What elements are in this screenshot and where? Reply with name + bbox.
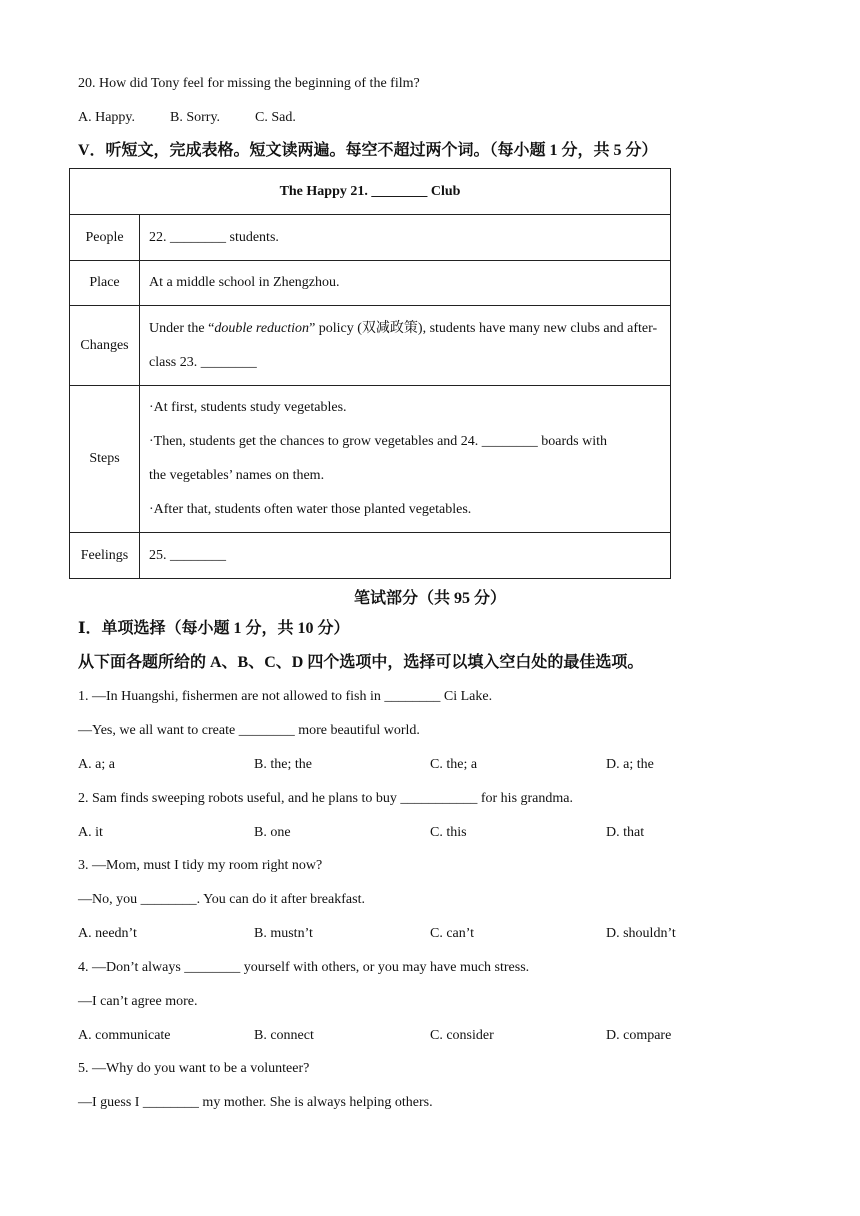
option-d: D. a; the	[606, 757, 654, 772]
row-label: Steps	[70, 386, 140, 533]
section-5-heading: V．听短文，完成表格。短文读两遍。每空不超过两个词。（每小题 1 分，共 5 分）	[78, 142, 658, 159]
question-4-line-1: 4. —Don’t always ________ yourself with others, or you may have much stress.	[78, 960, 530, 975]
row-content: Under the “double reduction” policy (双减政策), students have many new clubs and after-class 23. ________	[140, 306, 671, 386]
option-d: D. compare	[606, 1028, 672, 1043]
table-title-row	[70, 169, 671, 215]
option-b: B. the; the	[254, 757, 312, 772]
option-c: C. Sad.	[255, 110, 296, 125]
table-row	[70, 306, 671, 386]
listening-table	[69, 168, 671, 579]
option-b: B. connect	[254, 1028, 314, 1043]
question-20-text: 20. How did Tony feel for missing the beginning of the film?	[78, 76, 420, 91]
question-5-line-1: 5. —Why do you want to be a volunteer?	[78, 1061, 310, 1076]
row-content: At a middle school in Zhengzhou.	[140, 261, 671, 306]
option-a: A. needn’t	[78, 926, 137, 941]
question-2-options	[78, 824, 778, 842]
row-label: People	[70, 215, 140, 261]
option-d: D. shouldn’t	[606, 926, 676, 941]
option-b: B. one	[254, 825, 291, 840]
question-3-line-1: 3. —Mom, must I tidy my room right now?	[78, 858, 323, 873]
written-part-title: 笔试部分（共 95 分）	[353, 590, 506, 607]
option-b: B. Sorry.	[170, 110, 221, 125]
table-title: The Happy 21. ________ Club	[70, 169, 671, 215]
row-label: Place	[70, 261, 140, 306]
row-content: 22. ________ students.	[140, 215, 671, 261]
question-1-line-2: —Yes, we all want to create ________ more beautiful world.	[78, 723, 420, 738]
option-d: D. that	[606, 825, 645, 840]
question-1-line-1: 1. —In Huangshi, fishermen are not allowed to fish in ________ Ci Lake.	[78, 689, 493, 704]
question-2-line-1: 2. Sam finds sweeping robots useful, and he plans to buy ___________ for his grandma.	[78, 791, 573, 806]
table-row	[70, 215, 671, 261]
question-3-options	[78, 925, 778, 943]
table-row	[70, 261, 671, 306]
option-b: B. mustn’t	[254, 926, 313, 941]
section-1-instruction: 从下面各题所给的 A、B、C、D 四个选项中，选择可以填入空白处的最佳选项。	[78, 654, 644, 671]
row-label: Changes	[70, 306, 140, 386]
table-row	[70, 386, 671, 533]
option-c: C. the; a	[430, 757, 478, 772]
question-4-line-2: —I can’t agree more.	[78, 994, 198, 1009]
question-3-line-2: —No, you ________. You can do it after breakfast.	[78, 892, 365, 907]
question-1-options	[78, 756, 778, 774]
option-c: C. can’t	[430, 926, 475, 941]
option-a: A. communicate	[78, 1028, 171, 1043]
question-20-options	[78, 109, 778, 127]
option-c: C. this	[430, 825, 467, 840]
section-1-heading: Ⅰ．单项选择（每小题 1 分，共 10 分）	[78, 620, 350, 637]
row-label: Feelings	[70, 533, 140, 579]
table-row	[70, 533, 671, 579]
option-c: C. consider	[430, 1028, 494, 1043]
row-content: ·At first, students study vegetables. ·Then, students get the chances to grow vegetables and 24. ________ boards with the vegetables’ names on them. ·After that, students often water those planted vegetables.	[140, 386, 671, 533]
row-content: 25. ________	[140, 533, 671, 579]
question-5-line-2: —I guess I ________ my mother. She is always helping others.	[78, 1095, 433, 1110]
question-4-options	[78, 1027, 778, 1045]
option-a: A. a; a	[78, 757, 115, 772]
option-a: A. Happy.	[78, 110, 136, 125]
option-a: A. it	[78, 825, 103, 840]
